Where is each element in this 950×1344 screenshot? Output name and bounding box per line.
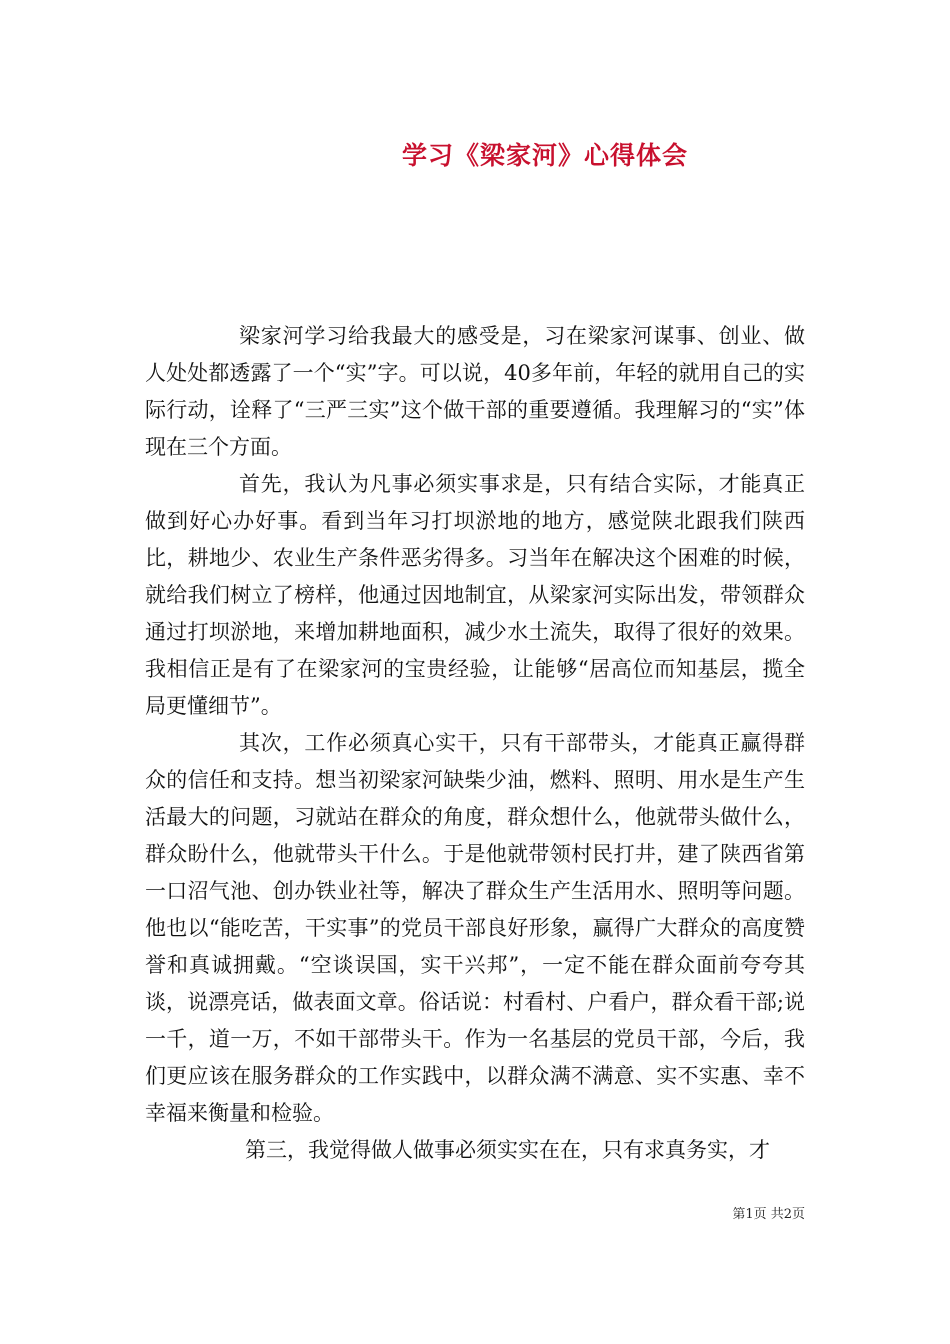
- page-number-footer: 第1页 共2页: [732, 1207, 805, 1222]
- paragraph: 第三，我觉得做人做事必须实实在在，只有求真务实，才: [245, 1138, 770, 1162]
- paragraph: 梁家河学习给我最大的感受是，习在梁家河谋事、创业、做人处处都透露了一个“实”字。可以说，40多年前，年轻的就用自己的实际行动，诠释了“三严三实”这个做干部的重要遵循。我理解习的“实”体现在三个方面。: [145, 324, 805, 459]
- paragraph: 其次，工作必须真心实干，只有干部带头，才能真正赢得群众的信任和支持。想当初梁家河缺柴少油，燃料、照明、用水是生产生活最大的问题，习就站在群众的角度，群众想什么，他就带头做什么，群众盼什么，他就带头干什么。于是他就带领村民打井，建了陕西省第一口沼气池、创办铁业社等，解决了群众生产生活用水、照明等问题。他也以“能吃苦，干实事”的党员干部良好形象，赢得广大群众的高度赞誉和真诚拥戴。“空谈误国，实干兴邦”，一定不能在群众面前夸夸其谈，说漂亮话，做表面文章。俗话说：村看村、户看户，群众看干部;说一千，道一万，不如干部带头干。作为一名基层的党员干部，今后，我们更应该在服务群众的工作实践中，以群众满不满意、实不实惠、幸不幸福来衡量和检验。: [145, 731, 805, 1125]
- document-body: [145, 318, 805, 1169]
- document-title: 学习《梁家河》心得体会: [401, 141, 688, 170]
- paragraph: 首先，我认为凡事必须实事求是，只有结合实际，才能真正做到好心办好事。看到当年习打坝淤地的地方，感觉陕北跟我们陕西比，耕地少、农业生产条件恶劣得多。习当年在解决这个困难的时候，就给我们树立了榜样，他通过因地制宜，从梁家河实际出发，带领群众通过打坝淤地，来增加耕地面积，减少水土流失，取得了很好的效果。我相信正是有了在梁家河的宝贵经验，让能够“居高位而知基层，揽全局更懂细节”。: [145, 472, 805, 718]
